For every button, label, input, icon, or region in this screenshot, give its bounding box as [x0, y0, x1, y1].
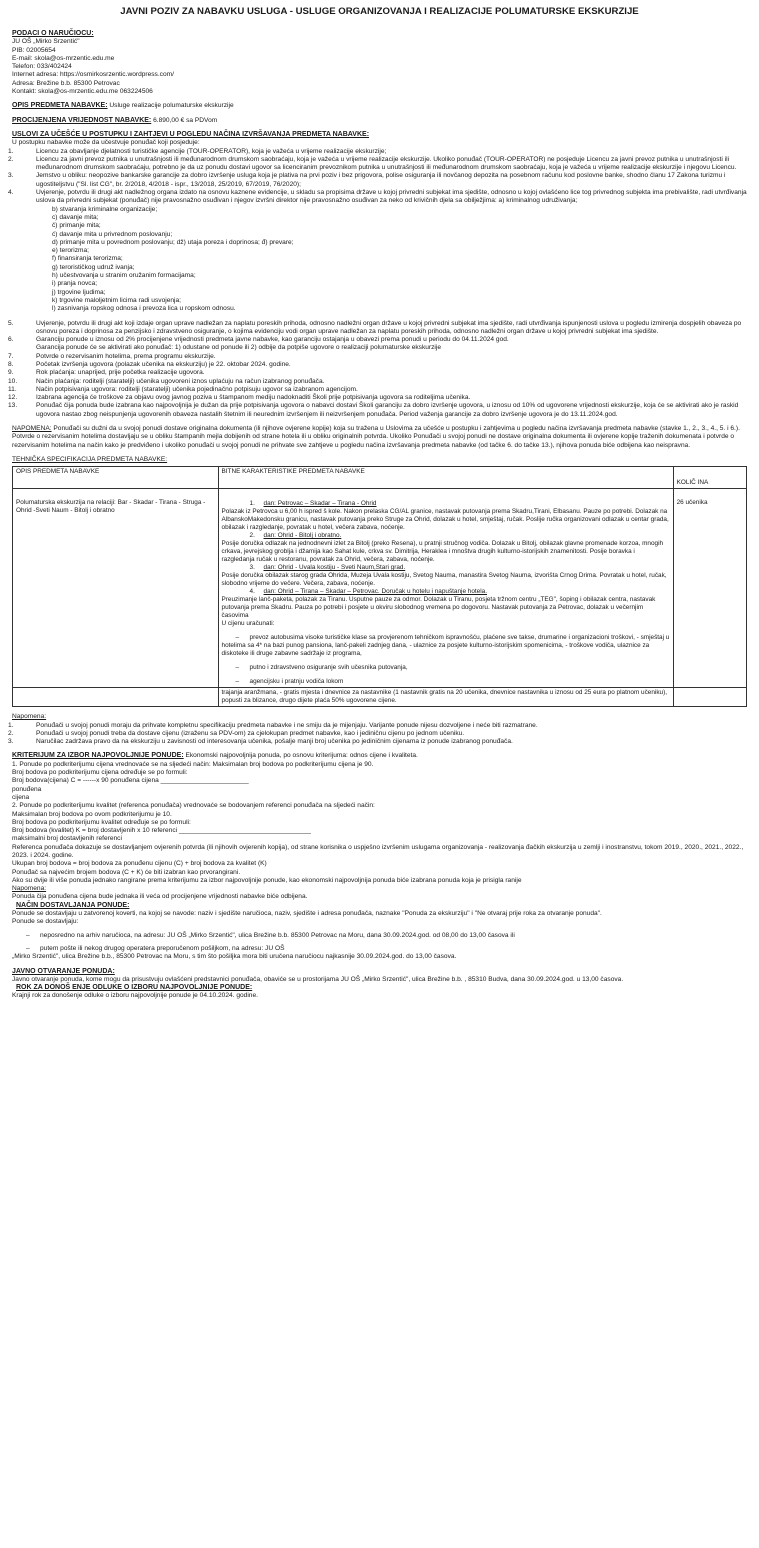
item-text: Naručilac zadržava pravo da na ekskurziju u zavisnosti od interesovanja učenika, pošalje manji broj učenika po jediničnim cijenama iz ponude izabranog ponuđača. — [36, 738, 513, 746]
spec-bullet — [222, 678, 670, 686]
napomena-text: Ponuđači su dužni da u svojoj ponudi dostave originalna dokumenta (ili njihove ovjerene kopije) koja su tražena u Uslovima za učešće u postupku i zahtjevima u pogledu načina izvršavanja predmeta nabavke (stavke 1., 2., 3., 4., 5. i 6.). Potvrde o rezervisanim hotelima dostavljaju se u obliku štampanih mejla dobijenih od strane hotela ili u obliku originalnih potvrda. Ukoliko Ponuđači u svojoj ponudi ne dostave originalna dokumenta ili ovjerene kopije traženih dokumenata i potvrde o rezervisanim hotelima na način kako je predviđeno i ukoliko ponuđači u svojoj ponudi ne prihvate sve zahtjeve u pogledu načina izvršavanja predmeta nabavke (od tačke 6. do tačke 13.), njihova ponuda biće odbijena kao neispravna. — [12, 425, 740, 449]
narucilac-line: Internet adresa: https://osmirkosrzentic.wordpress.com/ — [12, 71, 174, 79]
vrijednost-text: 6.890,00 € sa PDVom — [151, 116, 218, 124]
item-text: Garanciju ponude u iznosu od 2% procijenjene vrijednosti predmeta javne nabavke, kao garanciju ostajanja u obavezi prema ponudi u periodu do 04.11.2024 god. — [36, 336, 509, 344]
narucilac-line: PIB: 02005654 — [12, 46, 56, 54]
day-title: dan: Ohrid - Bitolj i obratno. — [263, 532, 342, 540]
kriterijum-napomena-label: Napomena: — [12, 885, 47, 893]
item-text: Početak izvršenja ugovora (polazak učenika na ekskurziju) je 22. oktobar 2024. godine. — [36, 360, 291, 368]
item-text: Ponuđač čija ponuda bude izabrana kao najpovoljnija je dužan da prije potpisivanja ugovora o nabavci dostavi Školi garanciju za dobro izvršenje ugovora, u iznosu od 10% od ugovorene vrijednosti ekskurzije, koja će se aktivirati ako je raskid ugovora nastao zbog neispunjenja ugovorenih obaveza nastalih štetnim ili neurednim izvršenjem ili neizvršenjem ponuđača. Period važenja garancije za dobro izvršenje ugovora je do 13.11.2024.god. — [36, 402, 739, 418]
opis-heading: OPIS PREDMETA NABAVKE: — [12, 102, 108, 110]
item-number: 7. — [8, 352, 14, 360]
item-text: Licencu za javni prevoz putnika u unutrašnjosti ili međunarodnom drumskom saobraćaju, koja je važeća u vrijeme realizacije ekskurzije. Ukoliko ponuđač (TOUR-OPERATOR) ne posjeduje Licencu za javni prevoz putnika u unutrašnjosti ili međunarodnom drumskom saobraćaju, potrebno je da uz ponudu dostavi ugovor sa licenciranim prevoznikom putnika u unutrašnjosti ili međunarodnom drumskom saobraćaju, koja je važeća u vrijeme realizacije ekskurzije i njegovu Licencu. — [36, 155, 737, 172]
vrijednost-section — [12, 117, 747, 125]
spec-last-cell: trajanja aranžmana, - gratis mjesta i dnevnice za nastavnike (1 nastavnik gratis na 20 učenika, dnevnice nastavnika u iznosu od 25 eura po platnom učeniku), popusti za blizance, drugo dijete plaća 50% ugovorene cijene. — [218, 688, 673, 707]
uslovi-items-2 — [8, 319, 747, 420]
spec-kolicina-cell: 26 učenika — [673, 489, 746, 688]
napomena-section — [12, 425, 747, 450]
list-item — [8, 729, 747, 738]
kriterijum-section — [12, 752, 747, 901]
day-number: 2. — [249, 532, 255, 540]
kriterijum-napomena-text: Ponuda čija ponuđena cijena bude jednaka ili veća od procijenjene vrijednosti nabavke biće odbijena. — [12, 893, 308, 901]
kriterijum-line: Ako su dvije ili više ponuda jednako rangirane prema kriterijumu za izbor najpovoljnije ponude, kao ekonomski najpovoljnija ponuda biće izabrana ponuda koja je prisigla ranije — [12, 876, 522, 884]
item-number: 1. — [8, 147, 14, 155]
napomena-label: NAPOMENA: — [12, 425, 52, 433]
item-text: Uvjerenje, potvrdu ili drugi akt koji izdaje organ uprave nadležan za naplatu poreskih prihoda, odnosno nadležni organ države u kojoj privredni subjekat ima sjedište, radi utvrđivanja ispunjenosti uslova u pogledu izmirenja dospjelih obaveza po osnovu poreza i doprinosa za penzijsko i zdravstveno osiguranje, o kojima evidenciju vodi organ uprave nadležan za naplatu poreskih prihoda, odnosno nadležni organ države u kojoj privredni subjekat ima sjedište. — [36, 319, 742, 335]
dash-icon: – — [235, 678, 240, 686]
list-item — [8, 402, 747, 419]
kriterijum-line: 1. Ponude po podkriterijumu cijena vrednovaće se na sljedeći način: Maksimalan broj bodova po podkriterijumu cijena je 90. — [12, 760, 374, 768]
day-description: Polazak iz Petrovca u 6,00 h ispred š kole. Nakon prelaska CG/AL granice, nastavak putovanja prema Skadru,Tirani, Elbasanu. Pauze po potrebi. Dolazak na AlbanskoMakedonsku granicu, nastavak putovanja preko Struge za Ohrid, dolazak u hotel, smještaj, ručak. Poslije ručka organizovani odlazak u centar grada, obilazak i razgledanje, povratak u hotel, večera zabava, noćenje. — [221, 508, 669, 532]
item-text: Jemstvo u obliku: neopozive bankarske garancije za dobro izvršenje usluga koja je plativa na prvi poziv i bez prigovora, polise osiguranja ili novčanog depozita na posebnom računu kod poslovne banke, shodno članu 17 Zakona turizmu i ugostiteljstvu ("Sl. list CG", br. 2/2018, 4/2018 - ispr., 13/2018, 25/2019, 67/2019, 76/2020); — [36, 172, 726, 188]
dash-icon: – — [235, 634, 240, 642]
item-number: 6. — [8, 336, 14, 344]
day-heading — [222, 564, 670, 572]
day-heading — [222, 532, 670, 540]
uslovi-section — [8, 130, 747, 419]
spec-body-row — [13, 489, 747, 688]
nacin-bullet-1 — [12, 932, 747, 940]
dash-icon: – — [235, 664, 240, 672]
col-opis-header: OPIS PREDMETA NABAVKE — [13, 467, 219, 489]
day-heading — [222, 588, 670, 596]
item-text: Licencu za obavljanje djelatnosti turističke agencije (TOUR-OPERATOR), koja je važeća u vrijeme realizacije ekskurzije; — [36, 147, 387, 155]
day-description: Preuzimanje lanč-paketa, polazak za Tiranu. Usputne pauze za odmor. Dolazak u Tiranu, posjeta tržnom centru „TEG", šoping i obilazak centra, nastavak putovanja prema Skadru. Pauza po potrebi i posjete u okviru slobodnog vremena po dogovoru. Nastavak putovanja za Petrovac, dolazak u večernjim časovima — [221, 596, 656, 620]
kriterijum-line: Ukupan broj bodova = broj bodova za ponuđenu cijenu (C) + broj bodova za kvalitet (K) — [12, 860, 267, 868]
nacin-bullet-2b: „Mirko Srzentić", ulica Brežine b.b., 85300 Petrovac na Moru, s tim što pošiljka mora biti uručena naručiocu najkasnije 30.09.2024.god. do 13,00 časova. — [12, 953, 457, 961]
list-item — [8, 147, 747, 156]
item-number: 9. — [8, 369, 14, 377]
list-item — [8, 360, 747, 369]
item-text: Način plaćanja: roditelji (staratelji) učenika ugovoreni iznos uplaćuju na račun izabranog ponuđača. — [36, 377, 325, 385]
sublist-item: e) terorizma; — [52, 247, 90, 255]
item-text: Ponuđači u svojoj ponudi moraju da prihvate kompletnu specifikaciju predmeta nabavke i ne smiju da je mijenjaju. Varijante ponude nijesu dozvoljene i neće biti razmatrane. — [36, 721, 538, 729]
kriterijum-lines — [12, 761, 747, 885]
sublist-item: k) trgovine maloljetnim licima radi usvojenja; — [52, 296, 181, 304]
spec-ucijenu: U cijenu uračunati: — [221, 620, 275, 628]
nacin-bullet-1-text: neposredno na arhiv naručioca, na adresu: JU OŠ „Mirko Srzentić", ulica Brežine b.b. 85300 Petrovac na Moru, dana 30.09.2024.god. od 08,00 do 13,00 časova ili — [40, 931, 515, 939]
sublist-item: č) primanje mita; — [52, 222, 101, 230]
vrijednost-heading: PROCIJENJENA VRIJEDNOST NABAVKE: — [12, 116, 152, 124]
tehnicka-heading: TEHNIČKA SPECIFIKACIJA PREDMETA NABAVKE: — [12, 455, 168, 463]
dash-icon: – — [26, 931, 30, 939]
sublist-item: h) učestvovanja u stranim oružanim formacijama; — [52, 272, 196, 280]
nacin-bullet-2-text: putem pošte ili nekog drugog operatera preporučenom pošiljkom, na adresu: JU OŠ — [40, 944, 285, 952]
narucilac-section — [12, 30, 747, 96]
list-item — [8, 377, 747, 386]
item-number: 3. — [8, 172, 14, 180]
opis-section — [12, 102, 747, 110]
nacin-text: Ponude se dostavljaju u zatvorenoj koverti, na kojoj se navode: naziv i sjedište naručioca, naziv, sjedište i adresa ponuđača, naznake "Ponuda za ekskurziju" i "Ne otvaraj prije roka za otvaranje ponuda". — [12, 910, 602, 918]
item-number: 11. — [8, 385, 17, 393]
item-number: 1. — [8, 721, 14, 729]
item-number: 8. — [8, 360, 14, 368]
sublist-item: ć) davanje mita u privrednom poslovanju; — [52, 230, 173, 238]
item-number: 5. — [8, 319, 14, 327]
kriterijum-text: Ekonomski najpovoljnija ponuda, po osnovu kriterijuma: odnos cijene i kvaliteta. — [183, 752, 418, 760]
rok-section — [12, 984, 747, 1001]
otvaranje-heading: JAVNO OTVARANJE PONUDA: — [12, 967, 115, 975]
list-item — [8, 352, 747, 361]
nacin-heading: NAČIN DOSTAVLJANJA PONUDE: — [16, 901, 130, 909]
narucilac-line: Kontakt: skola@os-mrzentic.edu.me 063224506 — [12, 88, 153, 96]
item-text: Način potpisivanja ugovora: roditelji (staratelji) učenika pojedinačno potpisuju ugovor sa izabranom agencijom. — [36, 385, 358, 393]
col-kolicina-header: KOLIČ INA — [673, 467, 746, 489]
day-number: 1. — [249, 500, 255, 508]
document-title: JAVNI POZIV ZA NABAVKU USLUGA - USLUGE ORGANIZOVANJA I REALIZACIJE POLUMATURSKE EKSKURZIJE — [120, 6, 639, 17]
rok-text: Krajnji rok za donošenje odluke o izboru najpovoljnije ponude je 04.10.2024. godine. — [12, 992, 258, 1000]
napomena2-label: Napomena: — [12, 713, 47, 721]
narucilac-line: Adresa: Brežine b.b. 85300 Petrovac — [12, 79, 120, 87]
list-item — [8, 155, 747, 173]
day-heading — [222, 500, 670, 508]
spec-bullet-text: prevoz autobusima visoke turističke klase sa provjerenom tehničkom ispravnošću, plaćene sve takse, drumarine i organizacioni troškovi, - smještaj u hotelima sa 4* na bazi punog pansiona, lanč-pakeli zadnjeg dana, - ulaznice za posjete kulturno-istorijskim spomenicima, - troškove vodiča, ulaznice za diskoteke ili druge zabavne sadržaje iz programa, — [221, 634, 670, 658]
sublist-item: g) terorističkog udruž ivanja; — [52, 263, 135, 271]
day-description: Posije doručka obilazak starog grada Ohrida, Muzeja Uvala kostiju, Svetog Nauma, manastira Svetog Nauma, izvorišta Crnog Drima. Povratak u hotel, ručak, slobodno vrijeme do večere. Večera, zabava, noćenje. — [221, 572, 667, 588]
narucilac-line: Telefon: 033/402424 — [12, 63, 72, 71]
list-item — [8, 319, 747, 337]
dash-icon: – — [26, 944, 30, 952]
list-item — [8, 738, 747, 746]
nacin-bullet-2 — [12, 945, 747, 953]
spec-karakteristike-cell — [218, 489, 673, 688]
uslovi-items — [8, 147, 747, 206]
sublist-item: d) primanje mita u povrednom poslovanju; dž) utaja poreza i doprinosa; đ) prevare; — [52, 238, 294, 246]
day-description: Posije doručka odlazak na jednodnevni izlet za Bitolj (preko Resena), u pratnji stručnog vodiča. Dolazak u Bitolj, obilazak glavne promenade korzoa, mnogih crkava, jevrejskog groblja i džamija kao Sahat kule, crkva sv. Dimitrija, Heraklea i mnoštva drugih kulturno-istorijskih znamenitosti. Posije boravka i razgledanja ručak u restoranu, povratak za Ohrid, večera, zabava, noćenje. — [221, 540, 664, 564]
spec-bullet — [222, 664, 670, 672]
kriterijum-line: Referenca ponuđača dokazuje se dostavljanjem ovjerenih potvrda (ili njihovih ovjerenih kopija), od strane korisnika o uspješno izvršenim uslugama organizovanja - realizovanja đačkih ekskurzija u zemlji i inostranstvu, tokom 2019., 2020., 2021., 2022., 2023. i 2024. godine. — [12, 843, 744, 859]
uslovi-intro: U postupku nabavke može da učestvuje ponuđač koji posjeduje: — [12, 139, 200, 147]
item-text: Ponuđači u svojoj ponudi treba da dostave cijenu (izraženu sa PDV-om) za cjelokupan predmet nabavke, kao i jediničnu cijenu po jednom učeniku. — [36, 729, 465, 737]
item-number: 13. — [8, 402, 18, 410]
kriterijum-line: 2. Ponude po podkriterijumu kvalitet (referenca ponuđača) vrednovaće se bodovanjem referenci ponuđača na sljedeći način: — [12, 802, 375, 810]
kriterijum-line: Maksimalan broj bodova po ovom podkriterijumu je 10. — [12, 810, 172, 818]
uslovi-sublist — [12, 206, 747, 314]
kriterijum-line: Broj bodova(cijena) C = ------x 90 ponuđena cijena ________________________ — [12, 777, 249, 785]
spec-table — [12, 466, 747, 707]
narucilac-heading: PODACI O NARUČIOCU: — [12, 30, 94, 37]
opis-text: Usluge realizacije polumaturske ekskurzije — [107, 102, 234, 110]
spec-bullets — [222, 634, 670, 686]
uslovi-heading: USLOVI ZA UČEŠĆE U POSTUPKU I ZAHTJEVI U POGLEDU NAČINA IZVRŠAVANJA PREDMETA NABAVKE: — [12, 130, 370, 138]
item-text: Izabrana agencija će troškove za objavu ovog javnog poziva u štampanom mediju nadoknaditi Školi prije potpisivanja ugovora sa roditeljima učenika. — [36, 394, 471, 402]
list-item — [12, 344, 747, 352]
kriterijum-line: Ponuđač sa najvećim brojem bodova (C + K) će biti izabran kao prvorangirani. — [12, 868, 241, 876]
nacin-sub: Ponude se dostavljaju: — [12, 918, 79, 926]
kriterijum-line: maksimalni broj dostavljenih referenci — [12, 835, 122, 843]
sublist-item: i) pranja novca; — [52, 280, 98, 288]
sublist-item: j) trgovine ljudima; — [52, 288, 106, 296]
otvaranje-text: Javno otvaranje ponuda, kome mogu da prisustvuju ovlašćeni predstavnici ponuđača, obaviće se u prostorijama JU OŠ „Mirko Srzentić", ulica Brežine b.b. , 85310 Budva, dana 30.09.2024.god. u 13,00 časova. — [12, 975, 624, 983]
item-number: 2. — [8, 155, 14, 163]
spec-last-row — [13, 688, 747, 707]
item-number: 4. — [8, 189, 14, 197]
spec-bullet-text: agencijsku i pratnju vodiča lokom — [249, 678, 344, 686]
nacin-section — [12, 902, 747, 962]
sublist-item: b) stvaranja kriminalne organizacije; — [52, 205, 158, 213]
spec-opis-cell: Polumaturska ekskurzija na relaciji: Bar - Skadar - Tirana - Struga - Ohrid -Sveti Naum - Bitolj i obratno — [13, 489, 219, 688]
list-item — [8, 369, 747, 377]
spec-bullet-text: putno i zdravstveno osiguranje svih učesnika putovanja, — [249, 664, 408, 672]
item-text: Rok plaćanja: unaprijed, prije početka realizacije ugovora. — [36, 369, 205, 377]
sublist-item: l) zasnivanja ropskog odnosa i prevoza lica u ropskom odnosu. — [52, 305, 236, 313]
item-text: Uvjerenje, potvrdu ili drugi akt nadležnog organa izdato na osnovu kaznene evidencije, u skladu sa propisima države u kojoj privredni subjekat ima sjedište, odnosno u kojoj ovlašćeno lice tog privrednog subjekta ima prebivalište, radi utvrđivanja uslova da privredni subjekat (ponuđač) nije pravosnažno osuđivan i njegov izvršni direktor nije pravosnažno osuđivan za neko od krivičnih djela sa obilježjima: a) kriminalnog udruživanja; — [36, 189, 747, 205]
day-title: dan: Petrovac – Skadar – Tirana - Ohrid — [263, 500, 377, 508]
kriterijum-line: Broj bodova (kvalitet) K = broj dostavljenih x 10 referenci ____________________________________ — [12, 827, 311, 835]
spec-bullet — [222, 634, 670, 658]
kriterijum-line: cijena — [12, 793, 30, 801]
list-item — [8, 189, 747, 206]
day-title: dan: Ohrid - Uvala kostiju - Sveti Naum,Stari grad. — [263, 564, 406, 572]
napomena2-items — [8, 721, 747, 747]
kriterijum-heading: KRITERIJUM ZA IZBOR NAJPOVOLJNIJE PONUDE: — [12, 752, 184, 760]
sublist-item: f) finansiranja terorizma; — [52, 255, 123, 263]
day-number: 4. — [249, 588, 255, 596]
list-item — [8, 721, 747, 730]
item-number: 10. — [8, 377, 18, 385]
day-number: 3. — [249, 564, 255, 572]
sublist-item: c) davanje mita; — [52, 213, 99, 221]
list-item — [8, 172, 747, 189]
tehnicka-section — [12, 456, 747, 707]
spec-header-row — [13, 467, 747, 489]
kriterijum-line: Broj bodova po podkriterijumu kvalitet određuje se po formuli: — [12, 818, 191, 826]
narucilac-line: E-mail: skola@os-mrzentic.edu.me — [12, 54, 115, 62]
item-number: 2. — [8, 729, 14, 737]
narucilac-lines — [12, 38, 747, 96]
list-item — [8, 385, 747, 394]
napomena2-section — [8, 713, 747, 746]
spec-empty-cell — [13, 688, 219, 707]
spec-days — [222, 490, 670, 620]
otvaranje-section — [12, 968, 747, 985]
kriterijum-line: ponuđena — [12, 785, 42, 793]
kriterijum-line: Broj bodova po podkriterijumu cijena određuje se po formuli: — [12, 769, 188, 777]
rok-heading: ROK ZA DONOŠ ENJE ODLUKE O IZBORU NAJPOVOLJNIJE PONUDE: — [16, 984, 253, 992]
spec-empty-cell-2 — [673, 688, 746, 707]
day-title: dan: Ohrid – Tirana – Skadar – Petrovac. Doručak u hotelu i napuštanje hotela. — [263, 588, 487, 596]
item-text: Garancija ponude će se aktivirati ako ponuđač: 1) odustane od ponude ili 2) odbije da potpiše ugovore o realizaciji polumaturske ekskurzije — [36, 344, 442, 352]
document-page — [8, 6, 747, 1532]
list-item — [8, 336, 747, 344]
item-number: 12. — [8, 394, 18, 402]
narucilac-line: JU OŠ „Mirko Srzentić" — [12, 38, 80, 46]
item-number: 3. — [8, 738, 14, 746]
item-text: Potvrde o rezervisanim hotelima, prema programu ekskurzije. — [36, 352, 216, 360]
col-karakteristike-header: BITNE KARAKTERISTIKE PREDMETA NABAVKE — [218, 467, 673, 489]
